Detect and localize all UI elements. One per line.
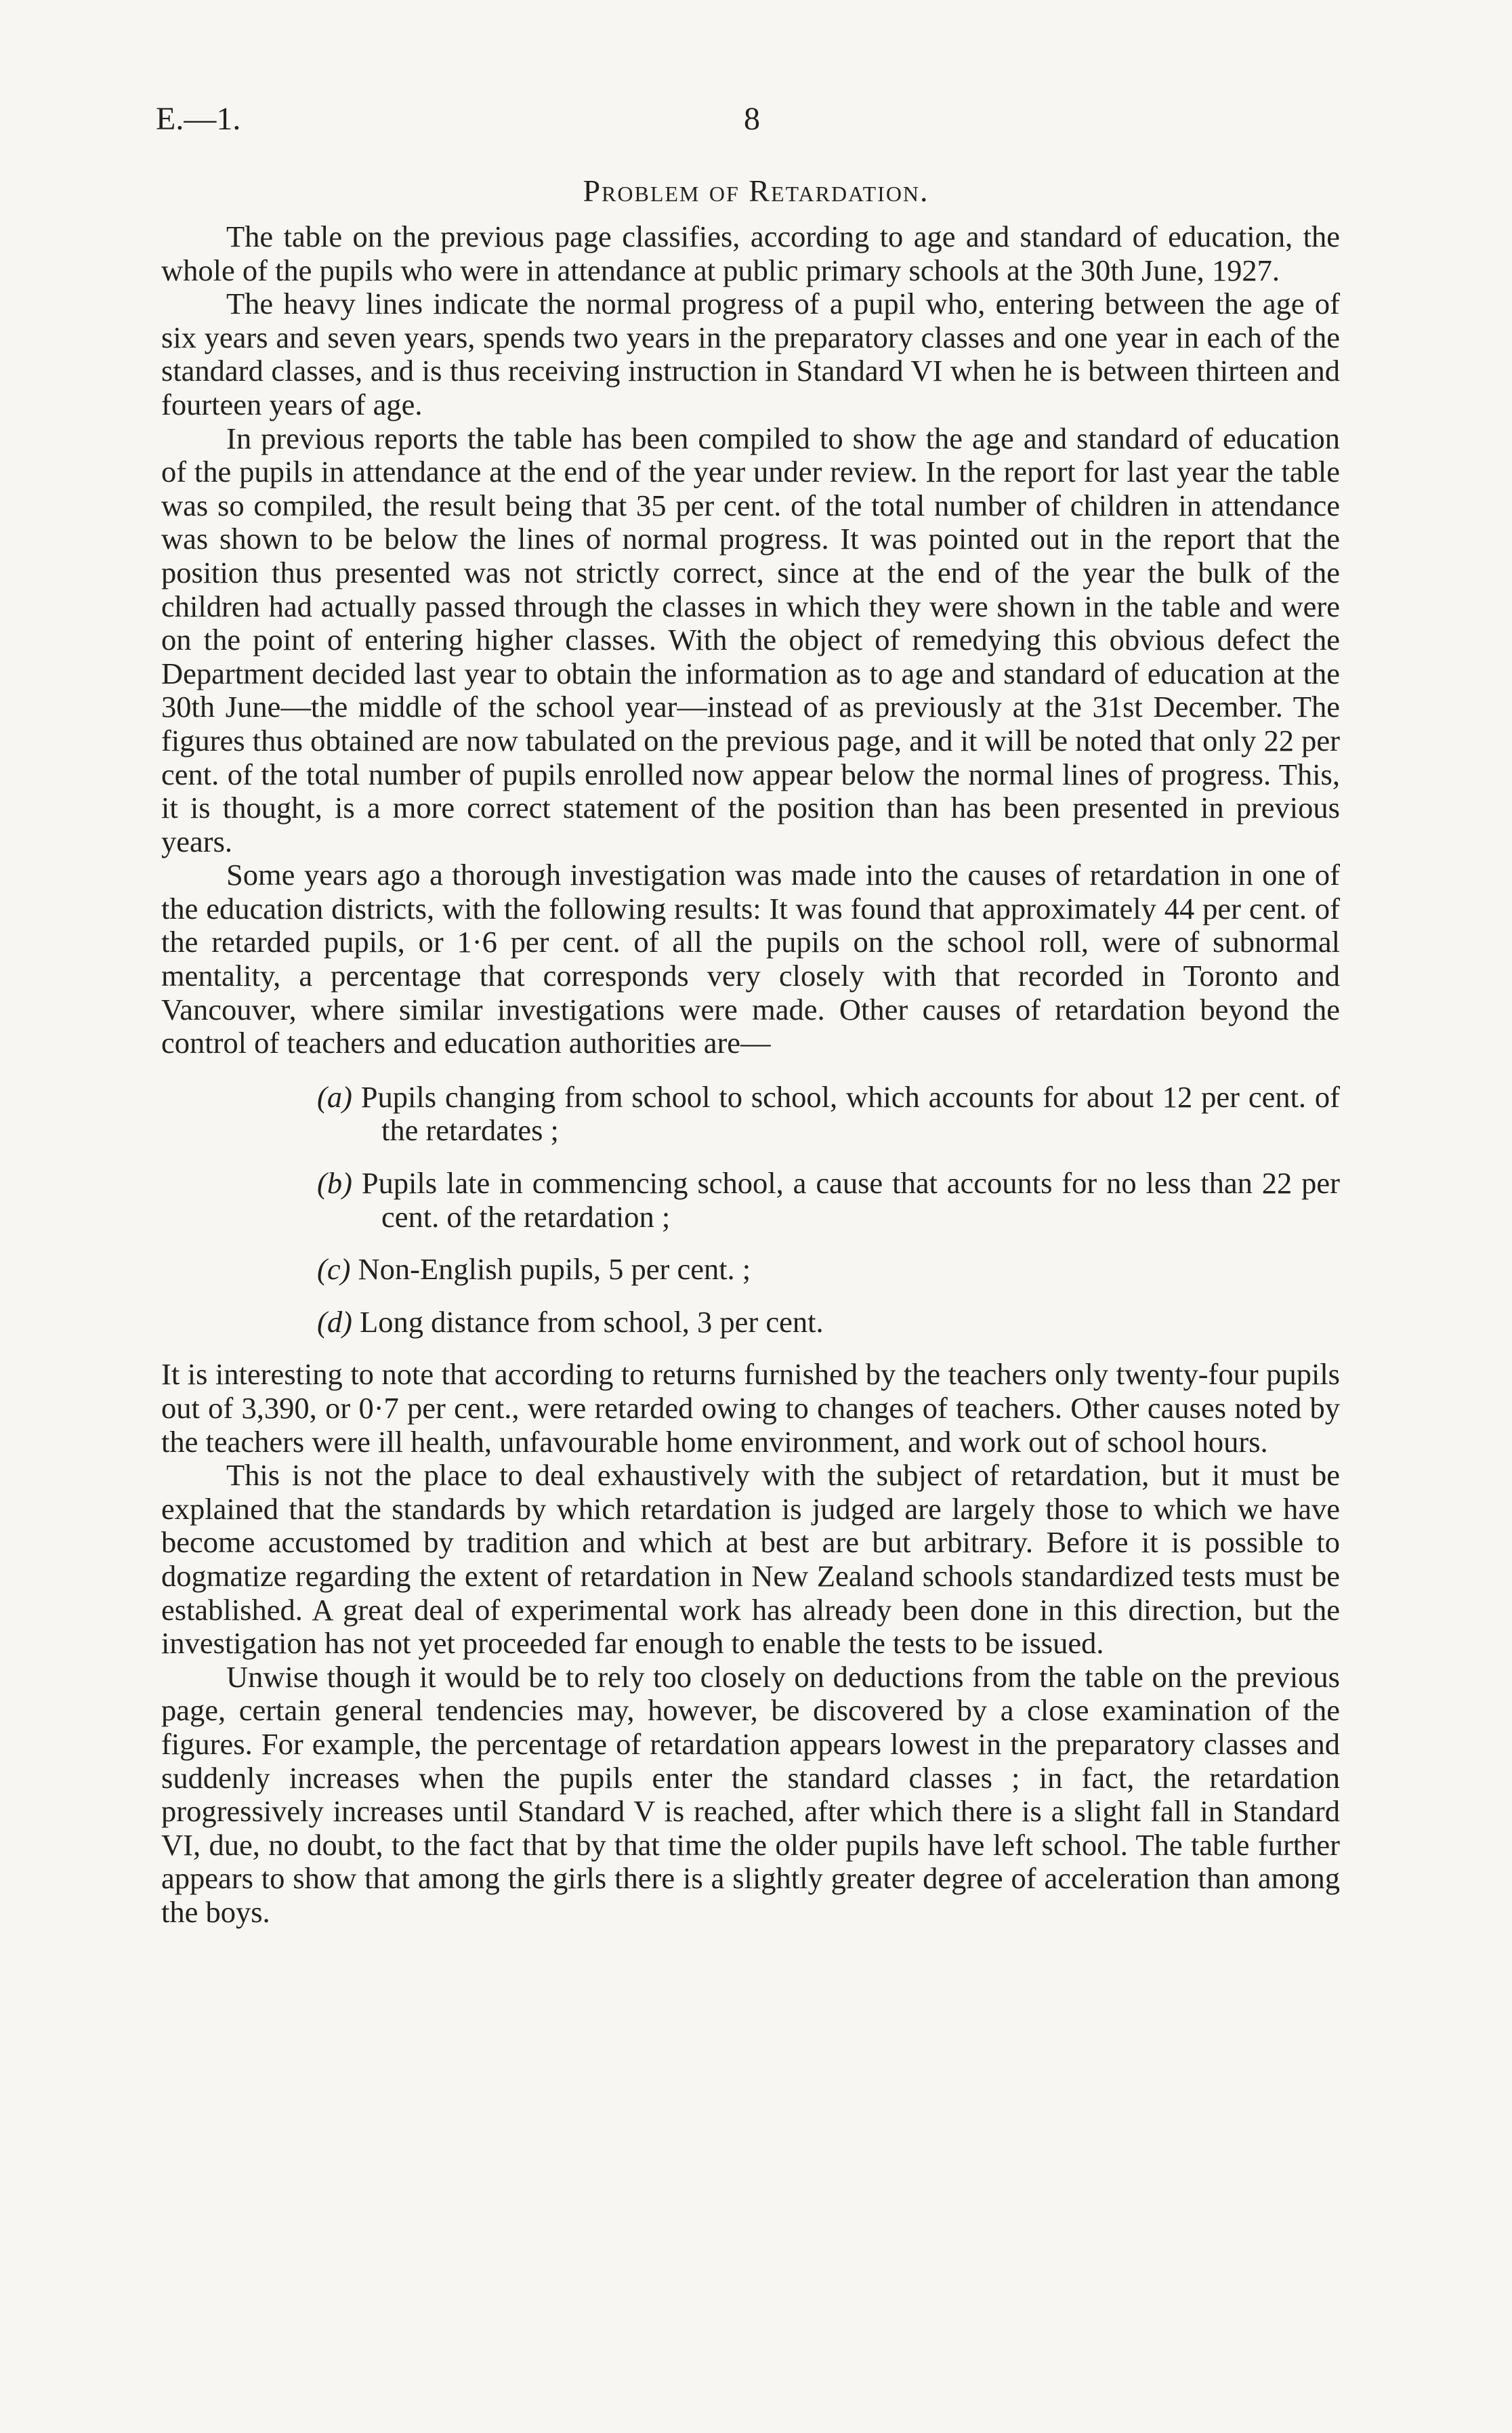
list-item-label: (d) xyxy=(317,1304,352,1339)
list-item xyxy=(161,1081,1340,1148)
list-item xyxy=(161,1306,1340,1339)
paragraph: In previous reports the table has been compiled to show the age and standard of education of the pupils in attendance at the end of the year under review. In the report for last year the table was so compiled, the result being that 35 per cent. of the total number of children in attendance was shown to be below the lines of normal progress. It was pointed out in the report that the position thus presented was not strictly correct, since at the end of the year the bulk of the children had actually passed through the classes in which they were shown in the table and were on the point of entering higher classes. With the object of remedying this obvious defect the Department decided last year to obtain the information as to age and standard of education at the 30th June—the middle of the school year—instead of as previously at the 31st December. The figures thus obtained are now tabulated on the previous page, and it will be noted that only 22 per cent. of the total number of pupils enrolled now appear below the normal lines of progress. This, it is thought, is a more correct statement of the position than has been presented in previous years. xyxy=(161,421,1340,858)
list-item xyxy=(161,1167,1340,1234)
page-number: 8 xyxy=(744,101,760,137)
list-item xyxy=(161,1253,1340,1287)
list-item-text: Pupils changing from school to school, which accounts for about 12 per cent. of the retardates ; xyxy=(360,1079,1341,1148)
list-item-text: Long distance from school, 3 per cent. xyxy=(360,1304,824,1339)
section-title: Problem of Retardation. xyxy=(583,173,929,208)
paragraph: It is interesting to note that according to returns furnished by the teachers only twenty-four pupils out of 3,390, or 0·7 per cent., were retarded owing to changes of teachers. Other causes noted by the teachers were ill health, unfavourable home environment, and work out of school hours. xyxy=(161,1357,1340,1459)
document-code: E.—1. xyxy=(156,101,241,137)
paragraph: The heavy lines indicate the normal progress of a pupil who, entering between the age of six years and seven years, spends two years in the preparatory classes and one year in each of the standard classes, and is thus receiving instruction in Standard VI when he is between thirteen and fourteen years of age. xyxy=(161,287,1340,421)
list-item-text: Pupils late in commencing school, a cause that accounts for no less than 22 per cent. of the retardation ; xyxy=(361,1166,1340,1234)
list-item-text: Non-English pupils, 5 per cent. ; xyxy=(358,1252,751,1287)
list-item-label: (a) xyxy=(317,1079,352,1114)
paragraph: Unwise though it would be to rely too closely on deductions from the table on the previous page, certain general tendencies may, however, be discovered by a close examination of the figures. For example, the percentage of retardation appears lowest in the preparatory classes and suddenly increases when the pupils enter the standard classes ; in fact, the retardation progressively increases until Standard V is reached, after which there is a slight fall in Standard VI, due, no doubt, to the fact that by that time the older pupils have left school. The table further appears to show that among the girls there is a slightly greater degree of acceleration than among the boys. xyxy=(161,1659,1340,1929)
causes-list xyxy=(161,1081,1340,1339)
paragraph: The table on the previous page classifies, according to age and standard of education, the whole of the pupils who were in attendance at public primary schools at the 30th June, 1927. xyxy=(161,220,1340,287)
paragraph: This is not the place to deal exhaustively with the subject of retardation, but it must be explained that the standards by which retardation is judged are largely those to which we have become accustomed by tradition and which at best are but arbitrary. Before it is possible to dogmatize regarding the extent of retardation in New Zealand schools standardized tests must be established. A great deal of experimental work has already been done in this direction, but the investigation has not yet proceeded far enough to enable the tests to be issued. xyxy=(161,1458,1340,1661)
list-item-label: (b) xyxy=(317,1166,352,1201)
list-item-label: (c) xyxy=(317,1252,351,1287)
document-body xyxy=(161,220,1340,1930)
paragraph: Some years ago a thorough investigation was made into the causes of retardation in one of the education districts, with the following results: It was found that approximately 44 per cent. of the retarded pupils, or 1·6 per cent. of all the pupils on the school roll, were of subnormal mentality, a percentage that corresponds very closely with that recorded in Toronto and Vancouver, where similar investigations were made. Other causes of retardation beyond the control of teachers and education authorities are— xyxy=(161,858,1340,1060)
